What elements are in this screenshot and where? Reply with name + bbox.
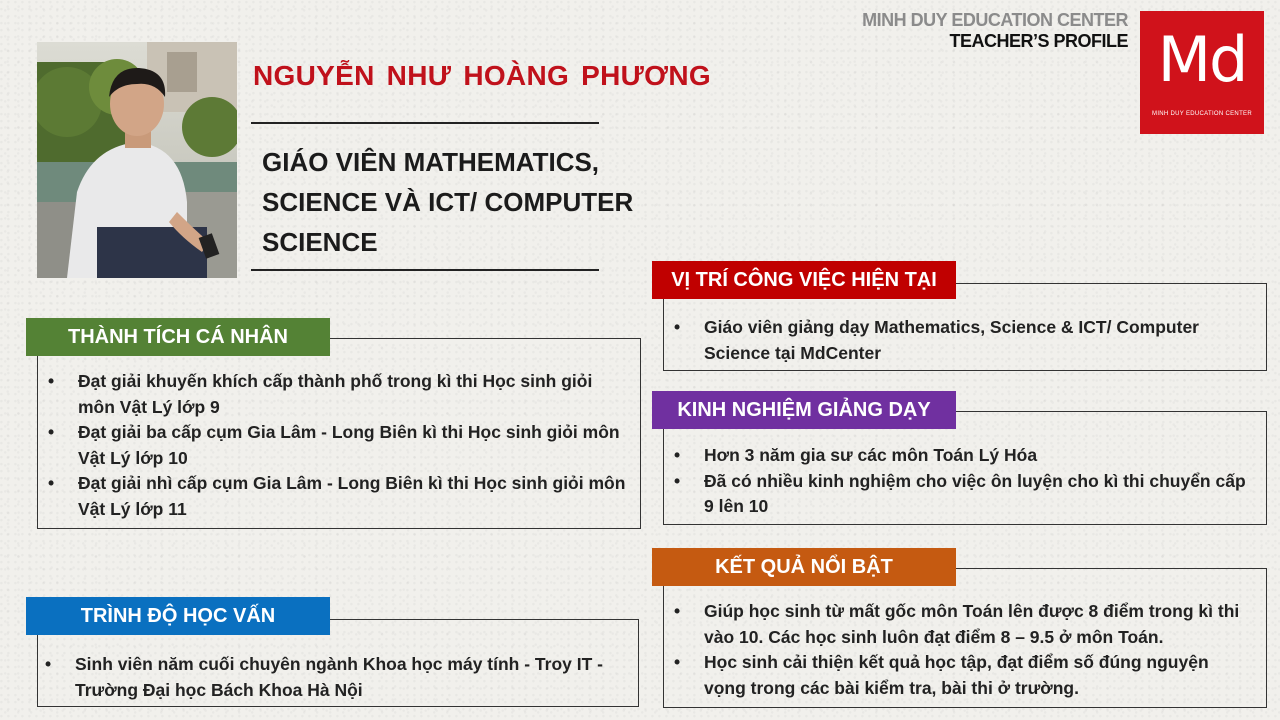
teacher-photo-image (37, 42, 237, 278)
results-item: • Giúp học sinh từ mất gốc môn Toán lên được 8 điểm trong kì thi vào 10. Các học sinh luôn đạt điểm 8 – 9.5 ở môn Toán. (664, 599, 1254, 650)
position-heading: VỊ TRÍ CÔNG VIỆC HIỆN TẠI (652, 261, 956, 299)
md-logo (1140, 11, 1264, 134)
experience-heading: KINH NGHIỆM GIẢNG DẠY (652, 391, 956, 429)
experience-item: • Đã có nhiều kinh nghiệm cho việc ôn luyện cho kì thi chuyển cấp 9 lên 10 (664, 469, 1254, 520)
experience-list (664, 443, 1254, 520)
logo-subtext: MINH DUY EDUCATION CENTER (1152, 111, 1252, 117)
results-box (663, 568, 1267, 708)
education-list (35, 652, 635, 703)
achievements-box (37, 338, 641, 529)
divider-bottom (251, 269, 599, 271)
teacher-photo (37, 42, 237, 278)
results-heading: KẾT QUẢ NỔI BẬT (652, 548, 956, 586)
achievement-item: • Đạt giải nhì cấp cụm Gia Lâm - Long Biên kì thi Học sinh giỏi môn Vật Lý lớp 11 (38, 471, 628, 522)
experience-item: • Hơn 3 năm gia sư các môn Toán Lý Hóa (664, 443, 1254, 469)
achievements-list (38, 369, 628, 522)
achievements-heading: THÀNH TÍCH CÁ NHÂN (26, 318, 330, 356)
education-item: • Sinh viên năm cuối chuyên ngành Khoa học máy tính - Troy IT - Trường Đại học Bách Khoa Hà Nội (35, 652, 635, 703)
education-heading: TRÌNH ĐỘ HỌC VẤN (26, 597, 330, 635)
divider-top (251, 122, 599, 124)
results-list (664, 599, 1254, 701)
teacher-name: NGUYỄN NHƯ HOÀNG PHƯƠNG (253, 60, 711, 91)
position-list (664, 315, 1254, 366)
achievement-item: • Đạt giải ba cấp cụm Gia Lâm - Long Biên kì thi Học sinh giỏi môn Vật Lý lớp 10 (38, 420, 628, 471)
logo-text: Md (1157, 23, 1247, 96)
center-name: MINH DUY EDUCATION CENTER (862, 10, 1128, 30)
profile-label: TEACHER’S PROFILE (949, 31, 1128, 51)
teacher-role: GIÁO VIÊN MATHEMATICS, SCIENCE VÀ ICT/ COMPUTER SCIENCE (262, 147, 634, 257)
results-item: • Học sinh cải thiện kết quả học tập, đạt điểm số đúng nguyện vọng trong các bài kiểm tra, bài thi ở trường. (664, 650, 1254, 701)
achievement-item: • Đạt giải khuyến khích cấp thành phố trong kì thi Học sinh giỏi môn Vật Lý lớp 9 (38, 369, 628, 420)
position-item: • Giáo viên giảng dạy Mathematics, Science & ICT/ Computer Science tại MdCenter (664, 315, 1254, 366)
